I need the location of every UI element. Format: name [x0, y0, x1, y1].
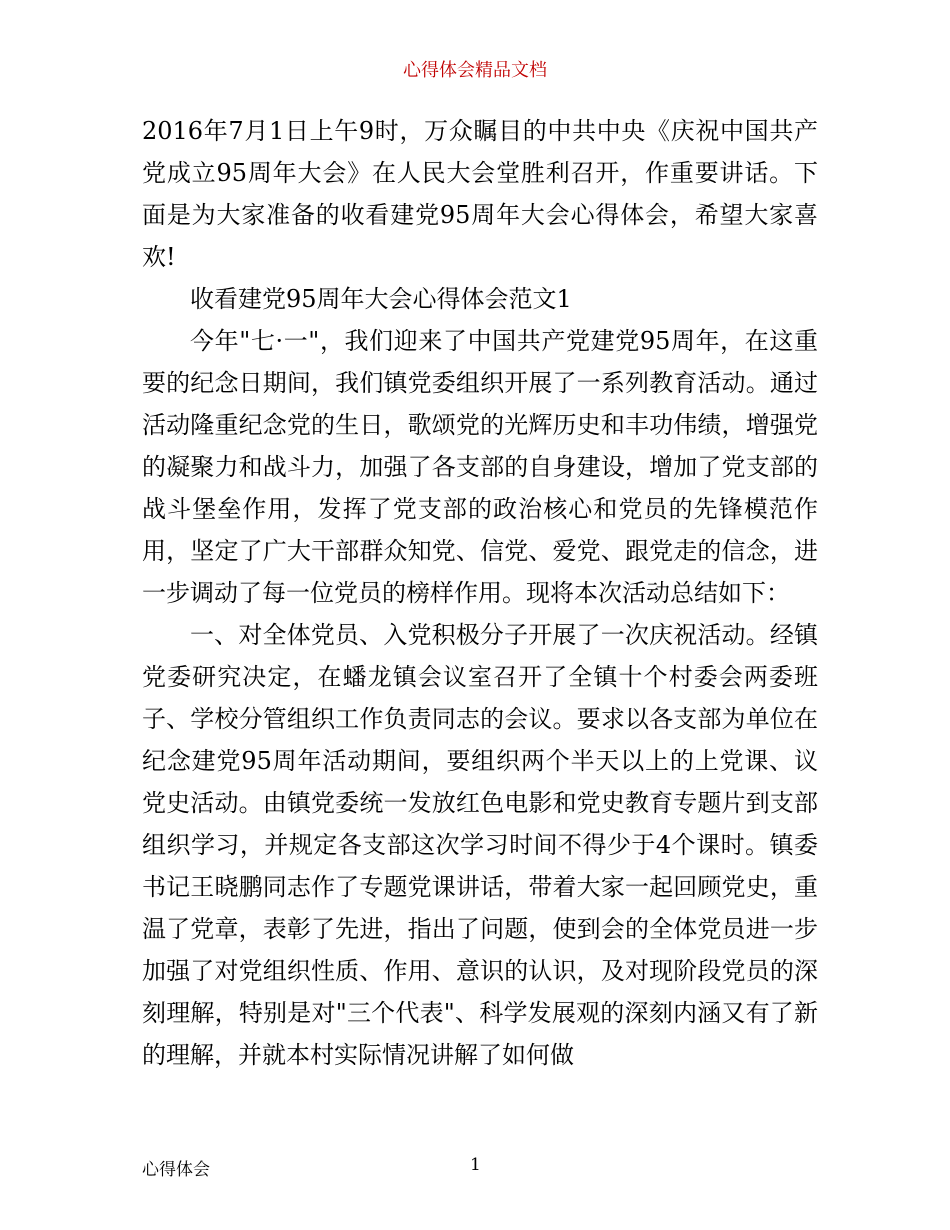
page-header-title: 心得体会精品文档	[403, 60, 547, 81]
body-paragraph: 今年"七·一"，我们迎来了中国共产党建党95周年，在这重要的纪念日期间，我们镇党委组织开展了一系列教育活动。通过活动隆重纪念党的生日，歌颂党的光辉历史和丰功伟绩，增强党的凝聚力和战斗力，加强了各支部的自身建设，增加了党支部的战斗堡垒作用，发挥了党支部的政治核心和党员的先锋模范作用，坚定了广大干部群众知党、信党、爱党、跟党走的信念，进一步调动了每一位党员的榜样作用。现将本次活动总结如下：	[142, 327, 818, 607]
document-body	[142, 110, 818, 1076]
page-number: 1	[470, 1155, 481, 1175]
footer-label: 心得体会	[142, 1160, 210, 1180]
section-title: 收看建党95周年大会心得体会范文1	[190, 285, 572, 313]
intro-paragraph: 2016年7月1日上午9时，万众瞩目的中共中央《庆祝中国共产党成立95周年大会》在人民大会堂胜利召开，作重要讲话。下面是为大家准备的收看建党95周年大会心得体会，希望大家喜欢!	[142, 117, 818, 271]
body-paragraph: 一、对全体党员、入党积极分子开展了一次庆祝活动。经镇党委研究决定，在蟠龙镇会议室召开了全镇十个村委会两委班子、学校分管组织工作负责同志的会议。要求以各支部为单位在纪念建党95周年活动期间，要组织两个半天以上的上党课、议党史活动。由镇党委统一发放红色电影和党史教育专题片到支部组织学习，并规定各支部这次学习时间不得少于4个课时。镇委书记王晓鹏同志作了专题党课讲话，带着大家一起回顾党史，重温了党章，表彰了先进，指出了问题，使到会的全体党员进一步加强了对党组织性质、作用、意识的认识，及对现阶段党员的深刻理解，特别是对"三个代表"、科学发展观的深刻内涵又有了新的理解，并就本村实际情况讲解了如何做	[142, 621, 818, 1069]
